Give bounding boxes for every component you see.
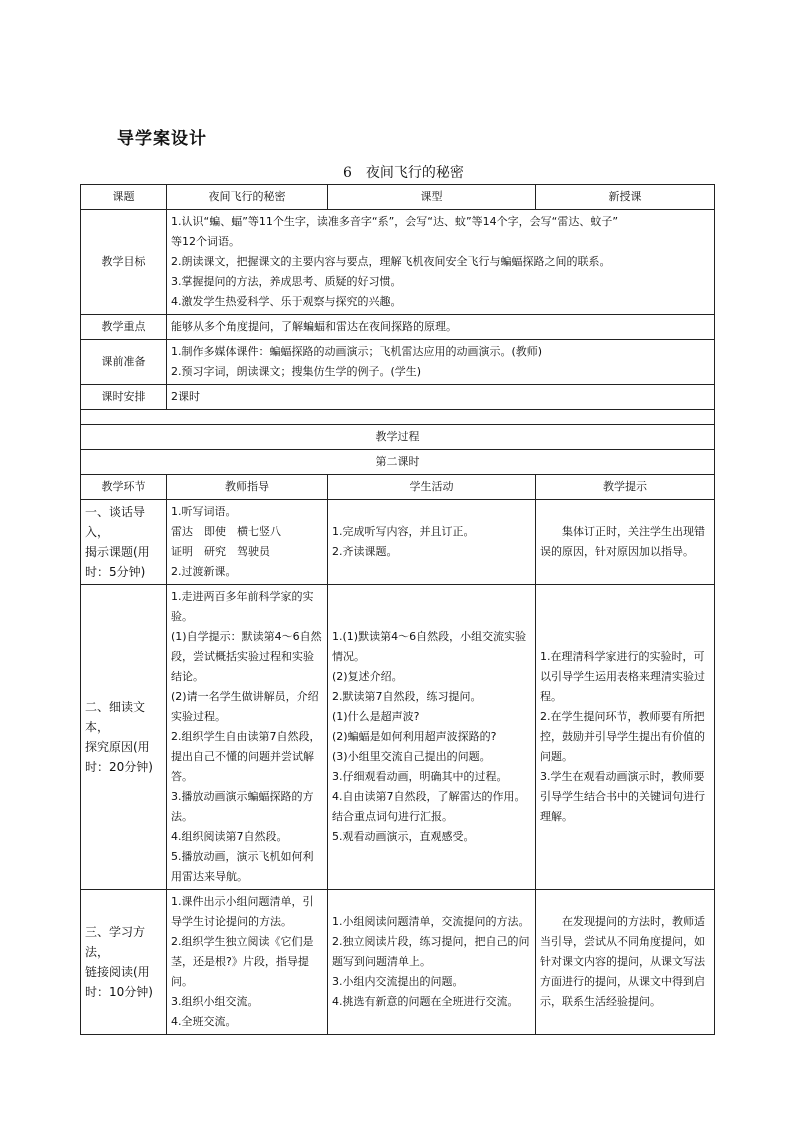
table-row: [81, 585, 715, 890]
period-title: 第二课时: [81, 450, 715, 475]
label-key: 教学重点: [81, 315, 167, 340]
tip-cell: [536, 585, 715, 890]
type-value: 新授课: [536, 185, 715, 210]
tip-line: 3.学生在观看动画演示时，教师要引导学生结合书中的关键词句进行理解。: [540, 770, 705, 823]
goal-line: 2.朗读课文，把握课文的主要内容与要点，理解飞机夜间安全飞行与蝙蝠探路之间的联系。: [171, 255, 611, 268]
student-line: 3.小组内交流提出的问题。: [332, 975, 464, 988]
teacher-line: 3.播放动画演示蝙蝠探路的方法。: [171, 790, 314, 823]
teacher-line: 证明 研究 驾驶员: [171, 545, 270, 558]
teacher-line: 2.组织学生自由读第7自然段，提出自己不懂的问题并尝试解答。: [171, 730, 321, 783]
header-stage: 教学环节: [81, 475, 167, 500]
goal-line: 4.激发学生热爱科学、乐于观察与探究的兴趣。: [171, 295, 402, 308]
teacher-line: (2)请一名学生做讲解员，介绍实验过程。: [171, 690, 319, 723]
hours-value: 2课时: [167, 385, 715, 410]
stage-line: 二、细读文本，: [85, 700, 146, 734]
student-cell: [328, 585, 536, 890]
lesson-title: [343, 162, 464, 182]
goal-line: 3.掌握提问的方法，养成思考、质疑的好习惯。: [171, 275, 402, 288]
student-line: 5.观看动画演示，直观感受。: [332, 830, 475, 843]
teacher-line: 2.组织学生独立阅读《它们是茎，还是根?》片段，指导提问。: [171, 935, 314, 988]
label-topic: 课题: [81, 185, 167, 210]
document-heading: 导学案设计: [117, 129, 207, 149]
stage-cell: [81, 500, 167, 585]
student-line: 4.挑选有新意的问题在全班进行交流。: [332, 995, 519, 1008]
label-goals: 教学目标: [81, 210, 167, 315]
key-value: 能够从多个角度提问，了解蝙蝠和雷达在夜间探路的原理。: [167, 315, 715, 340]
teacher-line: 1.听写词语。: [171, 505, 237, 518]
process-title: 教学过程: [81, 425, 715, 450]
table-row: [81, 890, 715, 1035]
label-prep: 课前准备: [81, 340, 167, 385]
student-line: 3.仔细观看动画，明确其中的过程。: [332, 770, 508, 783]
tip-line: 集体订正时，关注学生出现错误的原因，针对原因加以指导。: [540, 525, 705, 558]
header-tip: 教学提示: [536, 475, 715, 500]
stage-line: 三、学习方法，: [85, 925, 146, 959]
tip-cell: [536, 500, 715, 585]
teacher-line: 5.播放动画，演示飞机如何利用雷达来导航。: [171, 850, 314, 883]
teacher-line: 3.组织小组交流。: [171, 995, 259, 1008]
teacher-line: 1.课件出示小组问题清单，引导学生讨论提问的方法。: [171, 895, 314, 928]
student-line: 1.(1)默读第4～6自然段，小组交流实验情况。: [332, 630, 527, 663]
prep-line: 1.制作多媒体课件：蝙蝠探路的动画演示；飞机雷达应用的动画演示。(教师): [171, 345, 543, 358]
student-line: (2)蝙蝠是如何利用超声波探路的?: [332, 730, 497, 743]
teacher-line: (1)自学提示：默读第4～6自然段，尝试概括实验过程和实验结论。: [171, 630, 322, 683]
tip-line: 2.在学生提问环节，教师要有所把控，鼓励并引导学生提出有价值的问题。: [540, 710, 705, 763]
prep-cell: [167, 340, 715, 385]
goals-cell: [167, 210, 715, 315]
student-line: 2.默读第7自然段，练习提问。: [332, 690, 482, 703]
stage-line: 揭示课题(用: [85, 545, 150, 559]
stage-line: 时：20分钟): [85, 760, 153, 774]
stage-cell: [81, 585, 167, 890]
goal-line: 等12个词语。: [171, 235, 240, 248]
teacher-line: 雷达 即使 横七竖八: [171, 525, 281, 538]
student-line: 1.小组阅读问题清单，交流提问的方法。: [332, 915, 530, 928]
header-teacher: 教师指导: [167, 475, 328, 500]
student-line: 4.自由读第7自然段，了解雷达的作用。结合重点词句进行汇报。: [332, 790, 526, 823]
header-student: 学生活动: [328, 475, 536, 500]
teacher-cell: [167, 585, 328, 890]
stage-line: 时：10分钟): [85, 985, 153, 999]
tip-line: 1.在理清科学家进行的实验时，可以引导学生运用表格来理清实验过程。: [540, 650, 705, 703]
prep-line: 2.预习字词，朗读课文；搜集仿生学的例子。(学生): [171, 365, 422, 378]
table-row: [81, 500, 715, 585]
teacher-line: 4.全班交流。: [171, 1015, 237, 1028]
label-type: 课型: [328, 185, 536, 210]
student-line: (1)什么是超声波?: [332, 710, 420, 723]
teacher-line: 2.过渡新课。: [171, 565, 237, 578]
stage-line: 链接阅读(用: [85, 965, 150, 979]
teacher-cell: [167, 890, 328, 1035]
goal-line: 1.认识“蝙、蝠”等11个生字，读准多音字“系”，会写“达、蚊”等14个字，会写“雷达、蚊子”: [171, 215, 619, 228]
stage-cell: [81, 890, 167, 1035]
topic-value: 夜间飞行的秘密: [167, 185, 328, 210]
student-line: (2)复述介绍。: [332, 670, 403, 683]
tip-cell: [536, 890, 715, 1035]
label-hours: 课时安排: [81, 385, 167, 410]
stage-line: 一、谈话导入，: [85, 505, 146, 539]
student-cell: [328, 890, 536, 1035]
tip-line: 在发现提问的方法时，教师适当引导，尝试从不同角度提问，如针对课文内容的提问，从课文写法方面进行的提问，从课文中得到启示，联系生活经验提问。: [540, 915, 705, 1008]
student-line: 2.齐读课题。: [332, 545, 398, 558]
lesson-name: 夜间飞行的秘密: [365, 165, 464, 181]
lesson-plan-table: [80, 184, 715, 1035]
student-line: 2.独立阅读片段，练习提问，把自己的问题写到问题清单上。: [332, 935, 530, 968]
stage-line: 探究原因(用: [85, 740, 150, 754]
teacher-line: 4.组织阅读第7自然段。: [171, 830, 288, 843]
spacer-row: [81, 410, 715, 425]
teacher-line: 1.走进两百多年前科学家的实验。: [171, 590, 314, 623]
teacher-cell: [167, 500, 328, 585]
stage-line: 时：5分钟): [85, 565, 146, 579]
student-cell: [328, 500, 536, 585]
lesson-number: 6: [343, 165, 352, 181]
student-line: (3)小组里交流自己提出的问题。: [332, 750, 491, 763]
student-line: 1.完成听写内容，并且订正。: [332, 525, 475, 538]
